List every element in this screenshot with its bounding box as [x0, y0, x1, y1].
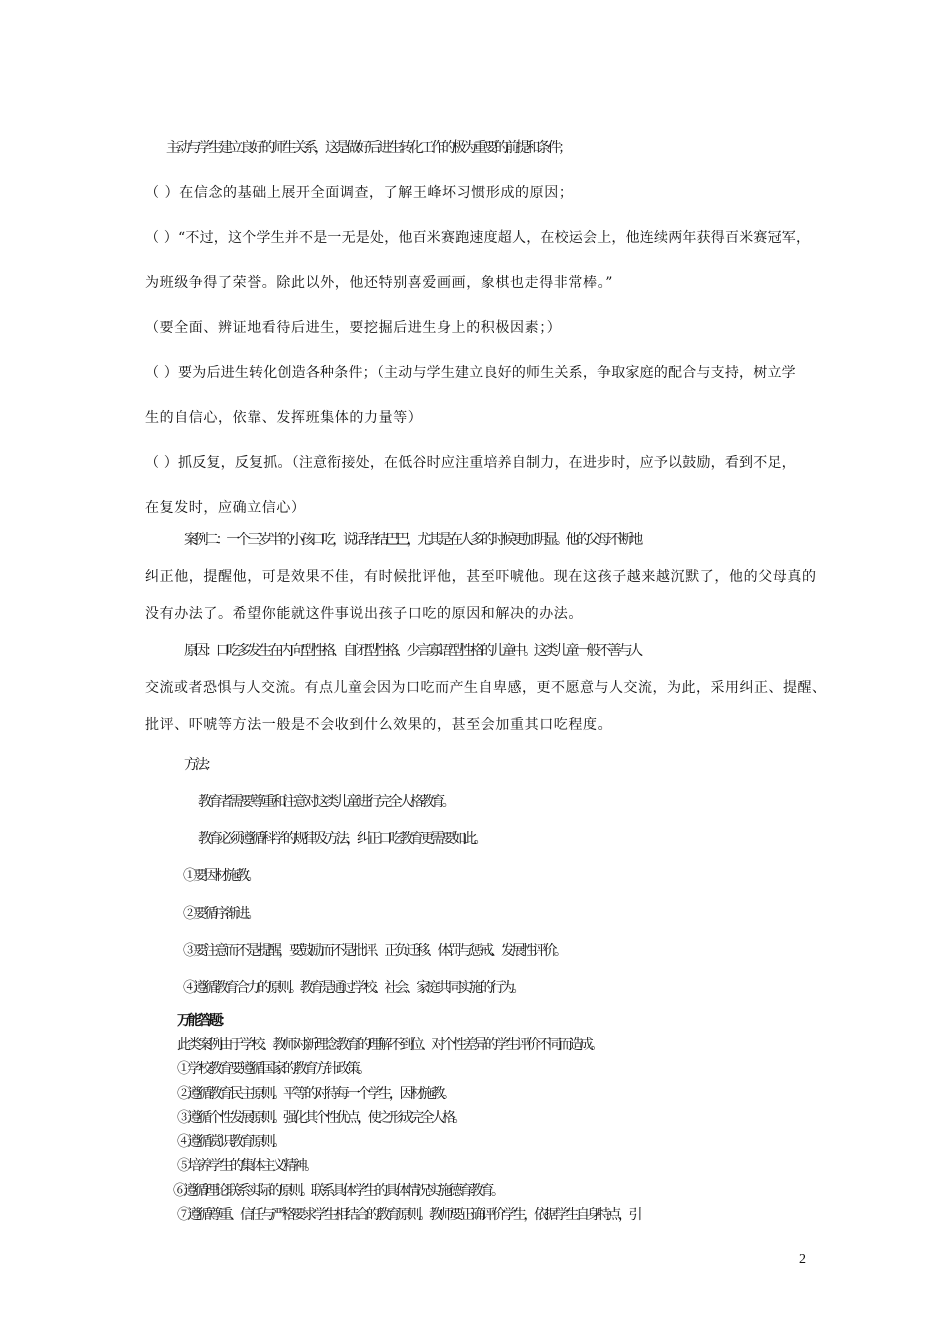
text-line: 生的自信心，依靠、发挥班集体的力量等） [145, 410, 423, 426]
text-line: 教育者需要尊重和注意对这类儿童进行完全人格教育。 [198, 794, 453, 810]
text-line: ⑤培养学生的集体主义精神。 [177, 1158, 315, 1174]
text-line: 批评、吓唬等方法一般是不会收到什么效果的，甚至会加重其口吃程度。 [145, 717, 613, 733]
text-line: （ ）抓反复，反复抓。（注意衔接处，在低谷时应注重培养自制力，在进步时，应予以鼓励，看到不足， [145, 455, 796, 471]
text-line: 在复发时，应确立信心） [145, 500, 306, 516]
text-line: 交流或者恐惧与人交流。有点儿童会因为口吃而产生自卑感，更不愿意与人交流，为此，采用纠正、提醒、 [145, 680, 827, 696]
text-line: 此类案例由于学校、教师对新理念教育的理解不到位、对个性差异的学生评价不同而造成。 [177, 1037, 601, 1053]
text-line: 原因：口吃多发生在内向型性格、自闭型性格、少言寡语型性格的儿童中。这类儿童一般不善与人 [184, 643, 640, 659]
text-line: （ ）在信念的基础上展开全面调查，了解王峰坏习惯形成的原因； [145, 185, 574, 201]
text-line: ⑦遵循尊重、信任与严格要求学生相结合的教育原则。教师要正确评价学生，依据学生自身特点，引 [177, 1207, 639, 1223]
text-line: 主动与学生建立良好的师生关系，这是做好后进生转化工作的极为重要的前提和条件； [166, 140, 569, 156]
text-line: 为班级争得了荣誉。除此以外，他还特别喜爱画画，象棋也走得非常棒。” [145, 275, 613, 291]
text-line: 方法： [184, 757, 216, 773]
text-line: ①要因材施教。 [183, 868, 258, 884]
page-number: 2 [799, 1252, 806, 1267]
text-line: ①学校教育要遵循国家的教育方针政策。 [177, 1061, 368, 1077]
text-line: （ ）“不过，这个学生并不是一无是处，他百米赛跑速度超人，在校运会上，他连续两年获得百米赛冠军， [145, 230, 811, 246]
text-line: ④遵循教育合力的原则。教育是通过学校、社会、家庭共同实施的行为。 [183, 980, 523, 996]
text-line: ②要循序渐进。 [183, 906, 258, 922]
section-heading: 万能答题： [177, 1013, 230, 1029]
text-line: ⑥遵循理论联系实际的原则。联系具体学生的具体情况实施德育教育。 [173, 1183, 502, 1199]
text-line: ②遵循教育民主原则。平等的对待每一个学生，因材施教。 [177, 1086, 453, 1102]
text-line: ③遵循个性发展原则。强化其个性优点，使之形成完全人格。 [177, 1110, 464, 1126]
text-line: ③要注意而不是提醒，要鼓励而不是批评、正负迁移、体罚与惩戒、发展性评价。 [183, 943, 565, 959]
text-line: 教育必须遵循科学的规律及方法，纠正口吃教育更需要如此。 [198, 831, 485, 847]
text-line: ④遵循赏识教育原则。 [177, 1134, 283, 1150]
text-line: 案例二：一个三岁半的小孩口吃，说话结结巴巴，尤其是在人多的时候更加明显。他的父母不断地 [184, 532, 640, 548]
text-line: （ ）要为后进生转化创造各种条件；（主动与学生建立良好的师生关系，争取家庭的配合与支持，树立学 [145, 365, 796, 381]
text-line: （要全面、辨证地看待后进生，要挖掘后进生身上的积极因素；） [145, 320, 562, 336]
text-line: 纠正他，提醒他，可是效果不佳，有时候批评他，甚至吓唬他。现在这孩子越来越沉默了，他的父母真的 [145, 569, 817, 585]
text-line: 没有办法了。希望你能就这件事说出孩子口吃的原因和解决的办法。 [145, 606, 583, 622]
